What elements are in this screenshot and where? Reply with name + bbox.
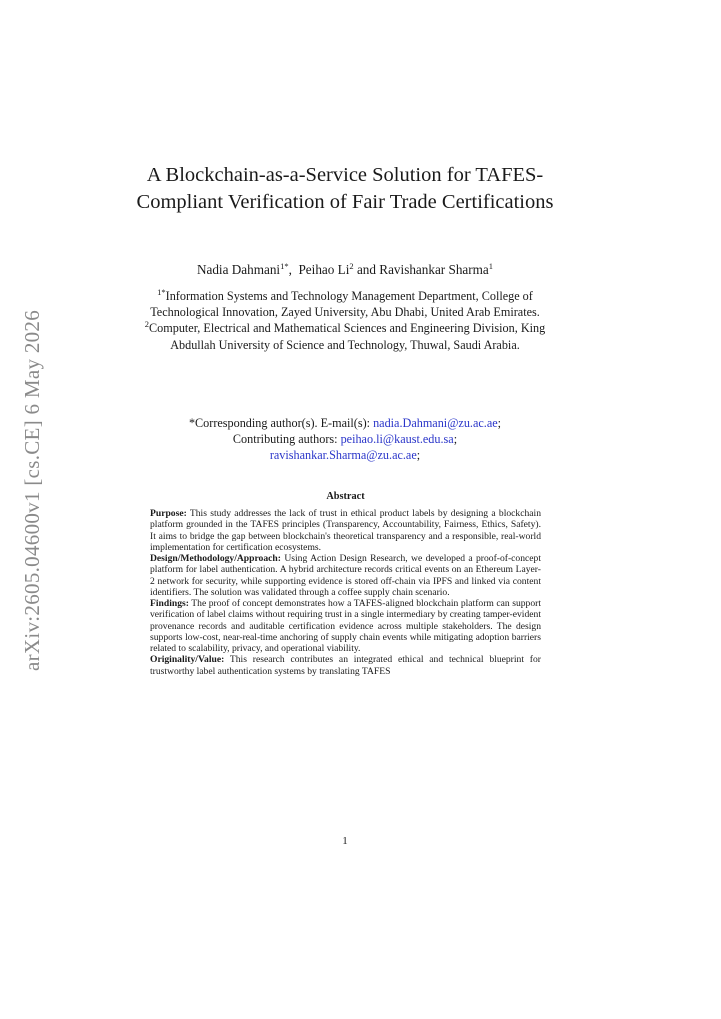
section-text: Using Action Design Research, we developed a proof-of-concept platform for label authentication. A hybrid architecture records critical events on an Ethereum Layer-2 network for security, while supporting evidence is stored off-chain via IPFS and linked via content identifiers. The solution was validated through a coffee supply chain scenario. — [150, 553, 541, 598]
affiliation-text: Computer, Electrical and Mathematical Sciences and Engineering Division, King Abdullah University of Science and Technology, Thuwal, Saudi Arabia. — [149, 321, 546, 352]
arxiv-watermark — [10, 300, 56, 680]
contributing-label: Contributing authors: — [232, 432, 341, 447]
author-affiliation-mark: 1 — [488, 261, 494, 271]
abstract-purpose — [150, 508, 541, 553]
correspondence — [130, 415, 560, 464]
abstract-originality — [150, 654, 541, 677]
contributing-email-link[interactable]: ravishankar.Sharma@zu.ac.ae — [269, 448, 417, 463]
section-label: Design/Methodology/Approach: — [150, 553, 281, 564]
affiliation-mark: 1* — [157, 287, 166, 297]
author-affiliation-mark: 2 — [349, 261, 354, 271]
section-label: Purpose: — [150, 508, 187, 519]
section-label: Originality/Value: — [150, 654, 225, 666]
abstract-body — [150, 508, 541, 677]
author-name: Peihao Li — [298, 262, 350, 277]
author-separator: and — [353, 262, 380, 277]
affiliations — [130, 288, 560, 353]
contributing-authors-line — [130, 431, 560, 463]
corresponding-email-link[interactable]: nadia.Dahmani@zu.ac.ae — [373, 416, 498, 430]
affiliation-2 — [130, 320, 560, 352]
affiliation-text: Information Systems and Technology Management Department, College of Technological Innovation, Zayed University, Abu Dhabi, United Arab Emirates. — [150, 289, 540, 320]
arxiv-identifier: arXiv:2605.04600v1 [cs.CE] 6 May 2026 — [20, 309, 45, 671]
punctuation: ; — [453, 432, 458, 447]
contributing-email-link[interactable]: peihao.li@kaust.edu.sa — [340, 432, 454, 447]
affiliation-1 — [130, 288, 560, 320]
affiliation-mark: 2 — [144, 319, 150, 330]
punctuation: ; — [416, 448, 421, 463]
section-label: Findings: — [150, 598, 189, 609]
corresponding-label: *Corresponding author(s). E-mail(s): — [188, 416, 374, 430]
section-text: This research contributes an integrated ethical and technical blueprint for trustworthy label authentication systems by translating TAFES — [150, 654, 541, 677]
author-affiliation-mark: 1* — [280, 261, 289, 271]
abstract-design — [150, 553, 541, 598]
section-text: This study addresses the lack of trust in ethical product labels by designing a blockchain platform grounded in the TAFES principles (Transparency, Accountability, Fairness, Ethics, Safety). It aims to bridge the gap between blockchain's theoretical transparency and a responsible, real-world implementation for certification ecosystems. — [150, 508, 541, 553]
corresponding-author-line — [130, 415, 560, 431]
author-name: Ravishankar Sharma — [379, 262, 489, 277]
author-separator: , — [288, 262, 299, 277]
abstract-findings — [150, 598, 541, 654]
punctuation: ; — [497, 416, 502, 430]
abstract-heading: Abstract — [326, 491, 365, 502]
paper-title: A Blockchain-as-a-Service Solution for TAFES-Compliant Verification of Fair Trade Certifications — [136, 164, 554, 213]
author-name: Nadia Dahmani — [196, 262, 281, 277]
author-list — [120, 262, 570, 278]
page-number: 1 — [342, 835, 348, 847]
section-text: The proof of concept demonstrates how a TAFES-aligned blockchain platform can support verification of label claims without requiring trust in a single intermediary by creating tamper-evident provenance records and auditable certification evidence across multiple stakeholders. The design supports low-cost, near-real-time anchoring of supply chain events while mitigating adoption barriers related to scalability, privacy, and operational viability. — [150, 598, 541, 654]
